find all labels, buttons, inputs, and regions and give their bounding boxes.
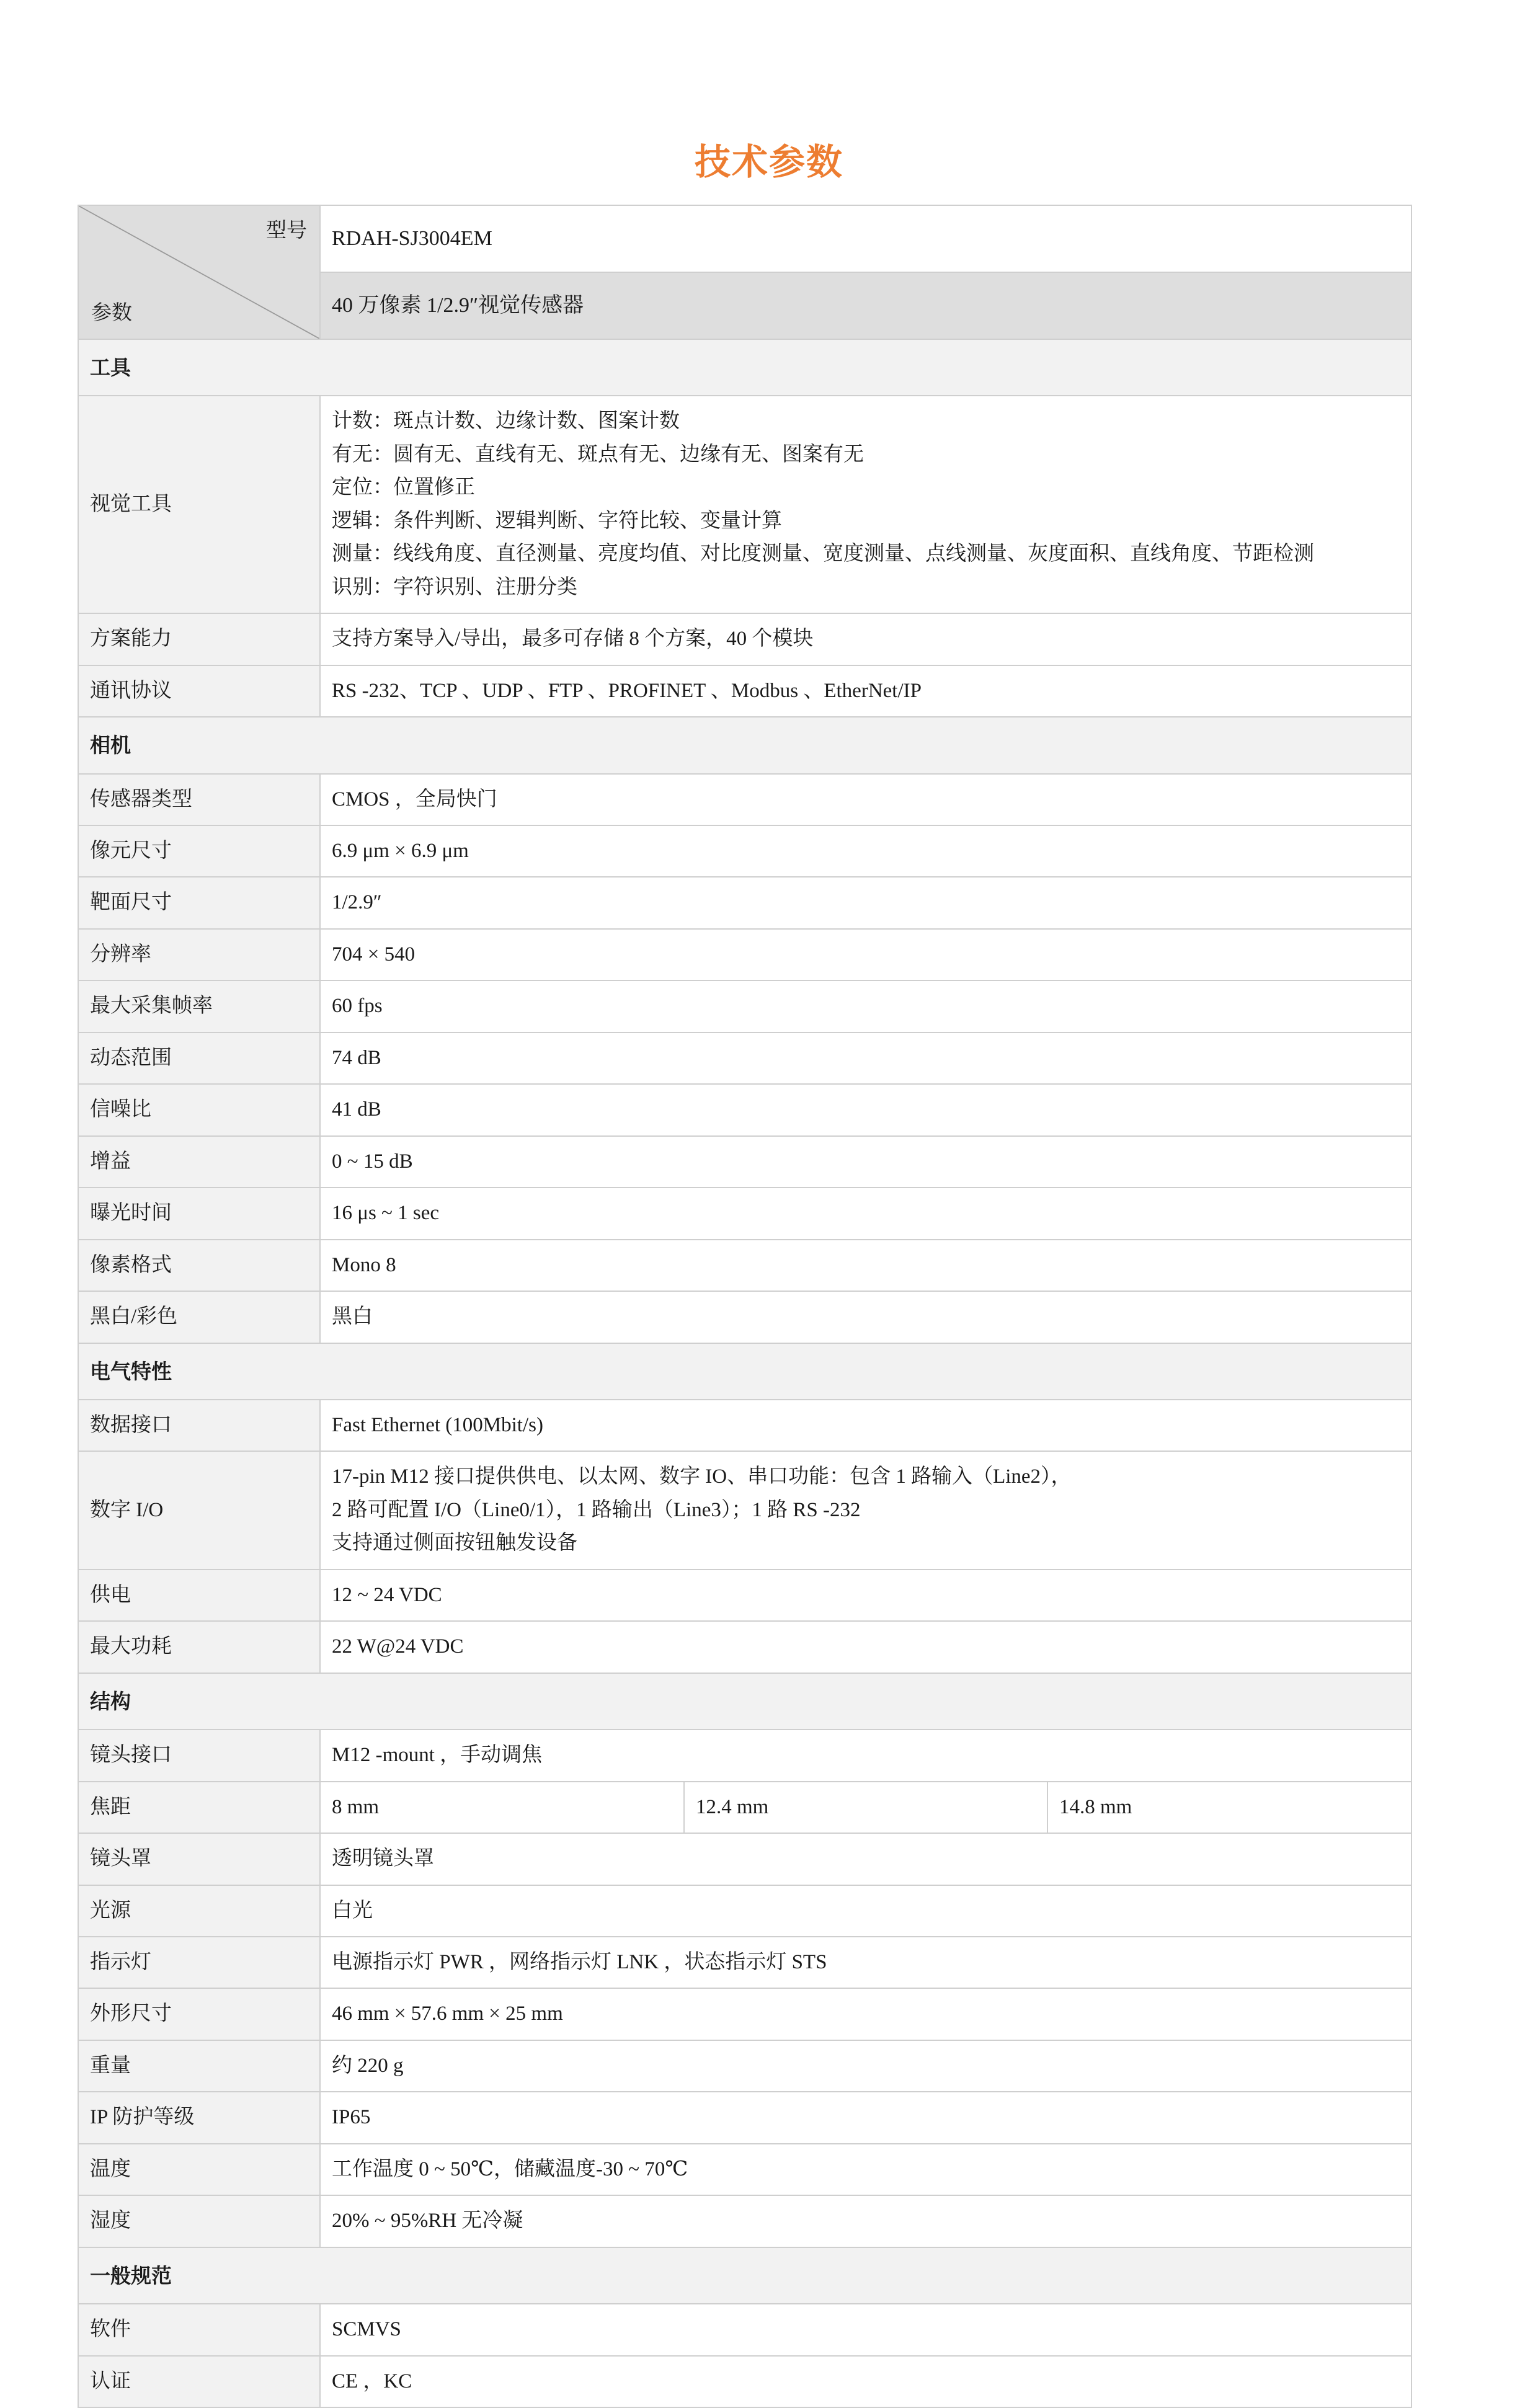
row-value-line: 704 × 540 bbox=[332, 943, 416, 966]
row-label-方案能力: 方案能力 bbox=[78, 613, 320, 665]
row-label-IP-防护等级: IP 防护等级 bbox=[78, 2092, 320, 2143]
row-value-line: 白光 bbox=[332, 1899, 373, 1922]
row-value-指示灯 bbox=[320, 1937, 1411, 1988]
row-label-像元尺寸: 像元尺寸 bbox=[78, 825, 320, 877]
row-value-line: 6.9 μm × 6.9 μm bbox=[332, 839, 469, 862]
row-label-指示灯: 指示灯 bbox=[78, 1937, 320, 1988]
row-value-line: Fast Ethernet (100Mbit/s) bbox=[332, 1413, 543, 1436]
table-row bbox=[78, 2092, 1411, 2143]
row-label-湿度: 湿度 bbox=[78, 2195, 320, 2247]
table-row bbox=[78, 1937, 1411, 1988]
row-value-line: CMOS ，全局快门 bbox=[332, 788, 497, 811]
row-value-line: 16 μs ~ 1 sec bbox=[332, 1202, 440, 1225]
spec-table-body bbox=[78, 205, 1411, 2407]
row-value-最大采集帧率 bbox=[320, 980, 1411, 1032]
row-label-传感器类型: 传感器类型 bbox=[78, 774, 320, 825]
page-title: 技术参数 bbox=[694, 142, 843, 182]
section-title-一般规范: 一般规范 bbox=[78, 2247, 1411, 2304]
table-row bbox=[78, 1833, 1411, 1885]
row-value-line: CE ，KC bbox=[332, 2370, 412, 2392]
row-label-软件: 软件 bbox=[78, 2304, 320, 2355]
row-value-multicolumn bbox=[320, 1782, 1411, 1833]
row-value-line: Mono 8 bbox=[332, 1253, 396, 1276]
table-row bbox=[78, 1136, 1411, 1188]
row-value-镜头罩 bbox=[320, 1833, 1411, 1885]
section-title-相机: 相机 bbox=[78, 717, 1411, 773]
row-label-数字-I-O: 数字 I/O bbox=[78, 1451, 320, 1569]
row-value-光源 bbox=[320, 1885, 1411, 1937]
table-row bbox=[78, 2356, 1411, 2407]
row-value-column: 12.4 mm bbox=[684, 1782, 1047, 1833]
row-label-增益: 增益 bbox=[78, 1136, 320, 1188]
row-value-分辨率 bbox=[320, 929, 1411, 980]
row-value-line: 计数：斑点计数、边缘计数、图案计数 bbox=[332, 410, 680, 433]
row-value-line: 透明镜头罩 bbox=[332, 1847, 434, 1870]
row-label-供电: 供电 bbox=[78, 1570, 320, 1621]
section-header-row bbox=[78, 1343, 1411, 1400]
row-value-line: 约 220 g bbox=[332, 2054, 404, 2077]
row-value-最大功耗 bbox=[320, 1621, 1411, 1673]
row-label-光源: 光源 bbox=[78, 1885, 320, 1937]
row-value-line: 支持方案导入/导出，最多可存储 8 个方案，40 个模块 bbox=[332, 628, 814, 651]
row-label-信噪比: 信噪比 bbox=[78, 1084, 320, 1135]
section-title-电气特性: 电气特性 bbox=[78, 1343, 1411, 1400]
section-title-工具: 工具 bbox=[78, 339, 1411, 396]
header-model-value: RDAH-SJ3004EM bbox=[320, 205, 1411, 272]
row-value-line: 20% ~ 95%RH 无冷凝 bbox=[332, 2210, 523, 2233]
row-label-视觉工具: 视觉工具 bbox=[78, 396, 320, 613]
row-label-镜头接口: 镜头接口 bbox=[78, 1730, 320, 1781]
row-value-line: 工作温度 0 ~ 50℃，储藏温度-30 ~ 70℃ bbox=[332, 2157, 688, 2180]
row-value-column: 14.8 mm bbox=[1047, 1782, 1411, 1833]
table-row bbox=[78, 613, 1411, 665]
row-value-line: 逻辑：条件判断、逻辑判断、字符比较、变量计算 bbox=[332, 509, 782, 532]
table-row bbox=[78, 1084, 1411, 1135]
row-value-增益 bbox=[320, 1136, 1411, 1188]
row-value-视觉工具 bbox=[320, 396, 1411, 613]
row-label-数据接口: 数据接口 bbox=[78, 1400, 320, 1451]
row-value-line: 定位：位置修正 bbox=[332, 476, 475, 499]
row-value-line: M12 -mount ，手动调焦 bbox=[332, 1744, 543, 1767]
table-row bbox=[78, 877, 1411, 928]
row-value-line: 黑白 bbox=[332, 1305, 373, 1328]
row-label-最大采集帧率: 最大采集帧率 bbox=[78, 980, 320, 1032]
table-row bbox=[78, 1033, 1411, 1084]
table-row bbox=[78, 825, 1411, 877]
table-row bbox=[78, 1621, 1411, 1673]
row-value-line: SCMVS bbox=[332, 2318, 401, 2341]
table-row bbox=[78, 1400, 1411, 1451]
row-value-温度 bbox=[320, 2144, 1411, 2195]
row-value-line: 电源指示灯 PWR ，网络指示灯 LNK ，状态指示灯 STS bbox=[332, 1950, 827, 1973]
row-label-动态范围: 动态范围 bbox=[78, 1033, 320, 1084]
row-value-认证 bbox=[320, 2356, 1411, 2407]
row-value-像元尺寸 bbox=[320, 825, 1411, 877]
row-label-通讯协议: 通讯协议 bbox=[78, 665, 320, 717]
header-description-value: 40 万像素 1/2.9″视觉传感器 bbox=[320, 272, 1411, 339]
row-label-温度: 温度 bbox=[78, 2144, 320, 2195]
row-value-传感器类型 bbox=[320, 774, 1411, 825]
table-row bbox=[78, 396, 1411, 613]
table-row bbox=[78, 2040, 1411, 2092]
row-value-line: RS -232、TCP 、UDP 、FTP 、PROFINET 、Modbus 、EtherNet/IP bbox=[332, 679, 922, 702]
row-value-靶面尺寸 bbox=[320, 877, 1411, 928]
row-value-动态范围 bbox=[320, 1033, 1411, 1084]
row-value-数字-I-O bbox=[320, 1451, 1411, 1569]
row-value-line: 测量：线线角度、直径测量、亮度均值、对比度测量、宽度测量、点线测量、灰度面积、直线角度、节距检测 bbox=[332, 543, 1314, 566]
table-row bbox=[78, 1291, 1411, 1343]
row-value-通讯协议 bbox=[320, 665, 1411, 717]
section-header-row bbox=[78, 717, 1411, 773]
row-value-column: 8 mm bbox=[321, 1782, 684, 1833]
table-row bbox=[78, 1730, 1411, 1781]
table-row bbox=[78, 2304, 1411, 2355]
row-value-line: 1/2.9″ bbox=[332, 891, 382, 914]
row-label-最大功耗: 最大功耗 bbox=[78, 1621, 320, 1673]
table-header-row-model bbox=[78, 205, 1411, 272]
row-value-line: IP65 bbox=[332, 2106, 371, 2129]
table-row bbox=[78, 774, 1411, 825]
spec-table bbox=[78, 205, 1412, 2408]
header-param-label: 参数 bbox=[91, 301, 132, 324]
row-label-黑白-彩色: 黑白/彩色 bbox=[78, 1291, 320, 1343]
table-row bbox=[78, 1240, 1411, 1291]
row-value-软件 bbox=[320, 2304, 1411, 2355]
section-header-row bbox=[78, 339, 1411, 396]
table-row bbox=[78, 2195, 1411, 2247]
row-value-重量 bbox=[320, 2040, 1411, 2092]
section-header-row bbox=[78, 1673, 1411, 1730]
spec-table-wrapper bbox=[78, 205, 1412, 2408]
row-value-line: 支持通过侧面按钮触发设备 bbox=[332, 1532, 577, 1555]
section-header-row bbox=[78, 2247, 1411, 2304]
row-value-方案能力 bbox=[320, 613, 1411, 665]
row-value-数据接口 bbox=[320, 1400, 1411, 1451]
table-row bbox=[78, 2144, 1411, 2195]
header-diagonal-cell bbox=[78, 205, 320, 339]
row-label-镜头罩: 镜头罩 bbox=[78, 1833, 320, 1885]
row-label-曝光时间: 曝光时间 bbox=[78, 1188, 320, 1239]
row-value-line: 41 dB bbox=[332, 1098, 381, 1121]
row-value-像素格式 bbox=[320, 1240, 1411, 1291]
row-value-line: 0 ~ 15 dB bbox=[332, 1150, 413, 1173]
row-label-像素格式: 像素格式 bbox=[78, 1240, 320, 1291]
table-row bbox=[78, 980, 1411, 1032]
row-label-认证: 认证 bbox=[78, 2356, 320, 2407]
row-value-line: 2 路可配置 I/O（Line0/1），1 路输出（Line3）；1 路 RS -232 bbox=[332, 1498, 861, 1521]
row-value-湿度 bbox=[320, 2195, 1411, 2247]
row-value-黑白-彩色 bbox=[320, 1291, 1411, 1343]
row-label-靶面尺寸: 靶面尺寸 bbox=[78, 877, 320, 928]
row-label-焦距: 焦距 bbox=[78, 1782, 320, 1833]
table-row bbox=[78, 929, 1411, 980]
row-value-line: 有无：圆有无、直线有无、斑点有无、边缘有无、图案有无 bbox=[332, 443, 864, 466]
table-row bbox=[78, 1782, 1411, 1833]
row-value-外形尺寸 bbox=[320, 1988, 1411, 2040]
row-value-line: 17-pin M12 接口提供供电、以太网、数字 IO、串口功能：包含 1 路输入（Line2）， bbox=[332, 1465, 1072, 1488]
row-value-line: 22 W@24 VDC bbox=[332, 1635, 464, 1658]
row-value-line: 识别：字符识别、注册分类 bbox=[332, 575, 577, 598]
row-value-IP-防护等级 bbox=[320, 2092, 1411, 2143]
row-value-line: 46 mm × 57.6 mm × 25 mm bbox=[332, 2002, 563, 2025]
row-value-line: 74 dB bbox=[332, 1046, 381, 1069]
header-model-label: 型号 bbox=[266, 220, 307, 242]
row-label-重量: 重量 bbox=[78, 2040, 320, 2092]
row-value-line: 60 fps bbox=[332, 995, 383, 1018]
row-label-分辨率: 分辨率 bbox=[78, 929, 320, 980]
table-row bbox=[78, 1570, 1411, 1621]
table-row bbox=[78, 1885, 1411, 1937]
table-row bbox=[78, 665, 1411, 717]
table-row bbox=[78, 1451, 1411, 1569]
row-value-信噪比 bbox=[320, 1084, 1411, 1135]
section-title-结构: 结构 bbox=[78, 1673, 1411, 1730]
row-label-外形尺寸: 外形尺寸 bbox=[78, 1988, 320, 2040]
row-value-曝光时间 bbox=[320, 1188, 1411, 1239]
row-value-镜头接口 bbox=[320, 1730, 1411, 1781]
table-row bbox=[78, 1988, 1411, 2040]
table-row bbox=[78, 1188, 1411, 1239]
row-value-供电 bbox=[320, 1570, 1411, 1621]
row-value-line: 12 ~ 24 VDC bbox=[332, 1583, 442, 1606]
